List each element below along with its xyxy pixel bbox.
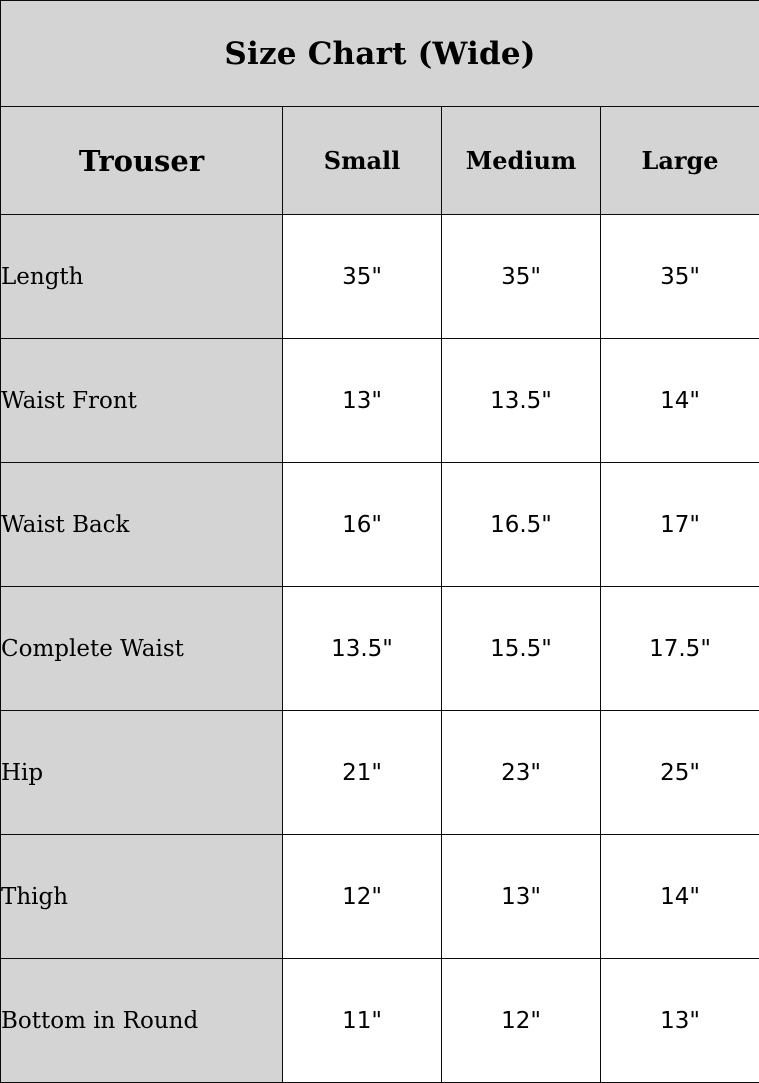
row-label: Hip (1, 711, 283, 835)
cell-value: 23" (442, 711, 601, 835)
table-row (1, 463, 759, 587)
row-label: Waist Front (1, 339, 283, 463)
cell-value: 12" (283, 835, 442, 959)
column-header-trouser: Trouser (1, 107, 283, 215)
cell-value: 13" (601, 959, 759, 1083)
cell-value: 15.5" (442, 587, 601, 711)
table-row (1, 215, 759, 339)
column-header-medium: Medium (442, 107, 601, 215)
cell-value: 14" (601, 835, 759, 959)
cell-value: 35" (442, 215, 601, 339)
cell-value: 16" (283, 463, 442, 587)
cell-value: 35" (283, 215, 442, 339)
cell-value: 13.5" (283, 587, 442, 711)
cell-value: 25" (601, 711, 759, 835)
page-title: Size Chart (Wide) (1, 1, 759, 107)
column-header-large: Large (601, 107, 759, 215)
table-title-row (1, 1, 759, 107)
cell-value: 16.5" (442, 463, 601, 587)
row-label: Waist Back (1, 463, 283, 587)
cell-value: 13.5" (442, 339, 601, 463)
row-label: Bottom in Round (1, 959, 283, 1083)
table-row (1, 711, 759, 835)
row-label: Complete Waist (1, 587, 283, 711)
cell-value: 17.5" (601, 587, 759, 711)
row-label: Thigh (1, 835, 283, 959)
table-row (1, 835, 759, 959)
cell-value: 13" (283, 339, 442, 463)
cell-value: 13" (442, 835, 601, 959)
cell-value: 11" (283, 959, 442, 1083)
table-row (1, 959, 759, 1083)
cell-value: 35" (601, 215, 759, 339)
cell-value: 14" (601, 339, 759, 463)
table-header-row (1, 107, 759, 215)
cell-value: 21" (283, 711, 442, 835)
table-row (1, 587, 759, 711)
column-header-small: Small (283, 107, 442, 215)
table-row (1, 339, 759, 463)
cell-value: 17" (601, 463, 759, 587)
cell-value: 12" (442, 959, 601, 1083)
row-label: Length (1, 215, 283, 339)
